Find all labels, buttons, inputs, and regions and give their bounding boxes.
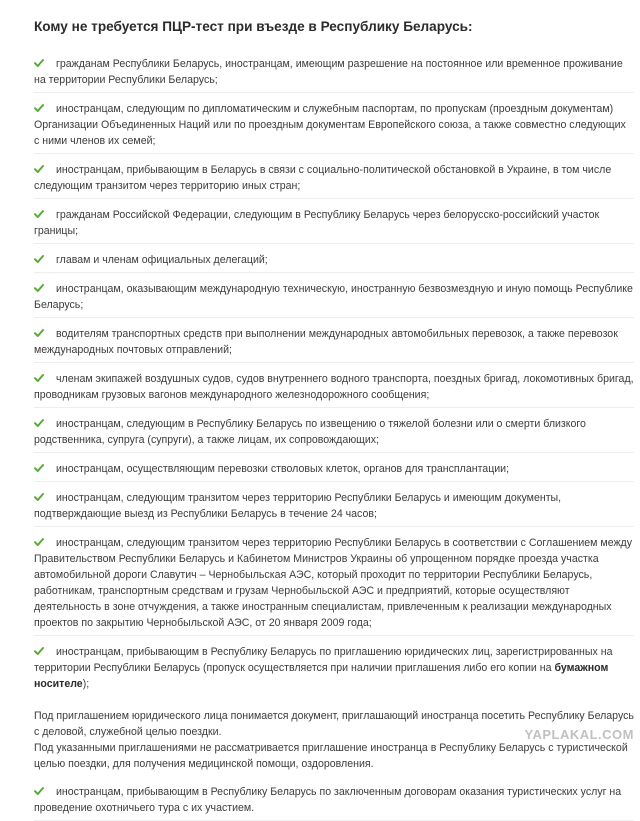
list-item-text: иностранцам, следующим в Республику Беларусь по извещению о тяжелой болезни или о смерти близкого родственника, супруга (супруги), а также лицам, их сопровождающих; [34,418,586,446]
paragraph-excluded-invitations: Под указанными приглашениями не рассматривается приглашение иностранца в Республику Беларусь с туристической целью поездки, для получения медицинской помощи, оздоровления. [34,742,628,770]
list-item-text: главам и членам официальных делегаций; [56,254,268,266]
exemption-list [34,56,634,696]
check-icon [34,164,44,174]
list-item-text: иностранцам, прибывающим в Республику Беларусь по приглашению юридических лиц, зарегистрированных на территории Республики Беларусь (пропуск осуществляется при наличии приглашения либо его копии на [34,646,613,674]
check-icon [34,373,44,383]
list-item-text: иностранцам, прибывающим в Беларусь в связи с социально-политической обстановкой в Украине, в том числе следующим транзитом через территорию иных стран; [34,164,612,192]
check-icon [34,492,44,502]
check-icon [34,537,44,547]
check-icon [34,103,44,113]
list-item-text-end: ); [82,678,90,690]
list-item-text: иностранцам, следующим транзитом через территорию Республики Беларусь и имеющим документы, подтверждающие выезд из Республики Беларусь в течение 24 часов; [34,492,562,520]
list-item [34,56,634,93]
check-icon [34,209,44,219]
list-item-text: иностранцам, оказывающим международную техническую, иностранную безвозмездную и иную помощь Республике Беларусь; [34,283,633,311]
check-icon [34,328,44,338]
list-item [34,416,634,453]
list-item-text: иностранцам, осуществляющим перевозки стволовых клеток, органов для трансплантации; [56,463,510,475]
check-icon [34,786,44,796]
list-item [34,644,634,696]
check-icon [34,283,44,293]
list-item [34,784,634,821]
list-item [34,207,634,244]
list-item [34,371,634,408]
list-item [34,162,634,199]
list-item [34,252,634,273]
page-title: Кому не требуется ПЦР-тест при въезде в Республику Беларусь: [34,19,473,34]
check-icon [34,646,44,656]
list-item-text: гражданам Российской Федерации, следующим в Республику Беларусь через белорусско-российский участок границы; [34,209,600,237]
check-icon [34,418,44,428]
list-item-text: иностранцам, следующим по дипломатическим и служебным паспортам, по пропускам (проездным документам) Организации Объединенных Наций или по проездным документам Европейского союза, а также совместно следующих с ними членов их семей; [34,103,626,147]
check-icon [34,254,44,264]
list-item-text: гражданам Республики Беларусь, иностранцам, имеющим разрешение на постоянное или временное проживание на территории Республики Беларусь; [34,58,623,86]
list-item [34,535,634,636]
watermark-logo: YAPLAKAL.COM [524,727,634,742]
list-item-text: членам экипажей воздушных судов, судов внутреннего водного транспорта, поездных бригад, локомотивных бригад, проводникам грузовых вагонов международного железнодорожного сообщения; [34,373,634,401]
list-item-text: иностранцам, следующим транзитом через территорию Республики Беларусь в соответствии с Соглашением между Правительством Республики Беларусь и Кабинетом Министров Украины об упрощенном порядке проезда участка автомобильной дороги Славутич – Чернобыльская АЭС, который проходит по территории Республики Беларусь, работникам, транспортным средствам и грузам Чернобыльской АЭС и предприятий, которые осуществляют деятельность в зоне отчуждения, а также иностранным специалистам, привлеченным к реализации международных проектов по закрытию Чернобыльской АЭС, от 20 января 2009 года; [34,537,633,629]
list-item [34,490,634,527]
list-item [34,281,634,318]
check-icon [34,463,44,473]
check-icon [34,58,44,68]
paragraph-legal-entity-definition: Под приглашением юридического лица понимается документ, приглашающий иностранца посетить Республику Беларусь с деловой, служебной целью поездки. [34,710,634,738]
list-item-bold-text: бумажном носителе [34,662,609,690]
list-item-text: иностранцам, прибывающим в Республику Беларусь по заключенным договорам оказания туристических услуг на проведение охотничьего тура с их участием. [34,786,622,814]
list-item-text: водителям транспортных средств при выполнении международных автомобильных перевозок, а также перевозок международных почтовых отправлений; [34,328,618,356]
list-item [34,326,634,363]
exemption-list-tail [34,784,634,821]
list-item [34,461,634,482]
list-item [34,101,634,154]
